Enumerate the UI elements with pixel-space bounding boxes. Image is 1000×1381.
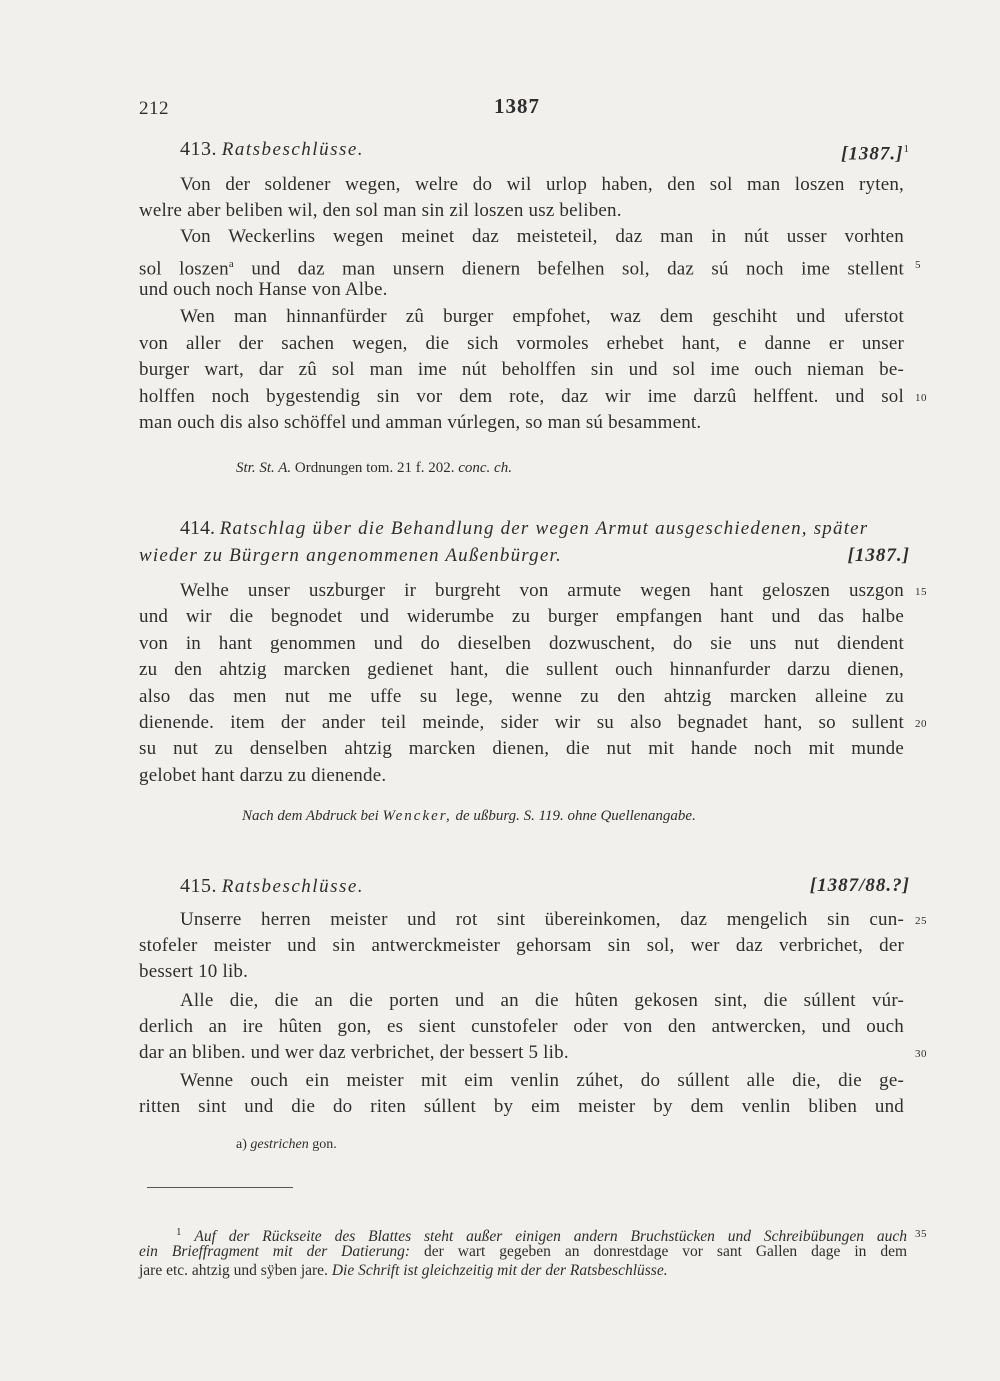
- text-line: Wen man hinnanfürder zû burger empfohet, waz dem geschiht und uferstot: [180, 306, 904, 327]
- entry-415-heading: [180, 873, 910, 900]
- margin-line-number: 25: [915, 915, 927, 927]
- text-line: und wir die begnodet und widerumbe zu burger empfangen hant und das halbe: [139, 606, 904, 627]
- entry-title-line-1: Ratschlag über die Behandlung der wegen Armut ausgeschiedenen, später: [219, 518, 869, 539]
- margin-line-number: 5: [915, 259, 921, 271]
- text-line: also das men nut me uffe su lege, wenne zu den ahtzig marcken alleine zu: [139, 686, 904, 707]
- text-line: derlich an ire hûten gon, es sient cunstofeler oder von den antwercken, und ouch: [139, 1016, 904, 1037]
- entry-number: 414.: [180, 517, 215, 539]
- margin-line-number: 30: [915, 1048, 927, 1060]
- text-line: und ouch noch Hanse von Albe.: [139, 279, 388, 300]
- text-line: von in hant genommen und do dieselben dozwuschent, do sie uns nut diendent: [139, 633, 904, 654]
- text-line: Unserre herren meister und rot sint übereinkomen, daz mengelich sin cun-: [180, 909, 904, 930]
- margin-line-number: 15: [915, 586, 927, 598]
- page-number: 212: [139, 98, 169, 119]
- text-line: Alle die, die an die porten und an die hûten gekosen sint, die súllent vúr-: [180, 990, 904, 1011]
- entry-date: [1387/88.?]: [809, 875, 910, 896]
- text-line: gelobet hant darzu zu dienende.: [139, 765, 387, 786]
- text-line: dienende. item der ander teil meinde, sider wir su also begnadet hant, so sullent: [139, 712, 904, 733]
- text-line: Wenne ouch ein meister mit eim venlin zúhet, do súllent alle die, die ge-: [180, 1070, 904, 1091]
- text-line: von aller der sachen wegen, die sich vormoles erhebet hant, e danne er unser: [139, 333, 904, 354]
- text-line: holffen noch bygestendig sin vor dem rote, daz wir ime darzû helffent. und sol: [139, 386, 904, 407]
- text-line: stofeler meister und sin antwerckmeister gehorsam sin sol, wer daz verbrichet, der: [139, 935, 904, 956]
- text-line: welre aber beliben wil, den sol man sin zil loszen usz beliben.: [139, 200, 622, 221]
- text-line: burger wart, dar zû sol man ime nút beholffen sin und sol ime ouch nieman be-: [139, 359, 904, 380]
- text-line: Von der soldener wegen, welre do wil urlop haben, den sol man loszen ryten,: [180, 174, 904, 195]
- source-note: Nach dem Abdruck bei Wencker, de ußburg. S. 119. ohne Quellenangabe.: [242, 808, 696, 824]
- text-line: man ouch dis also schöffel und amman vúrlegen, so man sú besamment.: [139, 412, 702, 433]
- entry-title: Ratsbeschlüsse.: [221, 139, 365, 160]
- text-line: su nut zu denselben ahtzig marcken dienen, die nut mit hande noch mit munde: [139, 738, 904, 759]
- entry-414-heading: [139, 515, 910, 569]
- margin-line-number: 35: [915, 1228, 927, 1240]
- entry-date: $[1387.]^1$: [841, 143, 910, 165]
- text-line: sol loszen$^a$ und daz man unsern dienern befelhen sol, daz sú noch ime stellent: [139, 258, 905, 280]
- footnote-separator: [147, 1187, 293, 1188]
- note-marker: a: [228, 258, 234, 270]
- text-line: Von Weckerlins wegen meinet daz meisteteil, daz man in nút usser vorhten: [180, 226, 904, 247]
- entry-number: 413.: [180, 138, 217, 160]
- entry-title: Ratsbeschlüsse.: [221, 876, 365, 897]
- entry-number: 415.: [180, 875, 217, 897]
- text-line: dar an bliben. und wer daz verbrichet, der bessert 5 lib.: [139, 1042, 569, 1063]
- footnote-marker: 1: [903, 143, 910, 155]
- running-head-year: 1387: [494, 94, 540, 118]
- text-line: ritten sint und die do riten súllent by eim meister by dem venlin bliben und: [139, 1096, 904, 1117]
- footnote-1-line-3: jare etc. ahtzig und sÿben jare. Die Schrift ist gleichzeitig mit der der Ratsbeschlüsse.: [139, 1262, 668, 1279]
- entry-date: [1387.]: [847, 545, 910, 566]
- footnote-1-line-1: $^1$ Auf der Rückseite des Blattes steht außer einigen andern Bruchstücken und Schreibübungen auch: [176, 1226, 907, 1246]
- entry-413-heading: [180, 136, 910, 163]
- text-line: bessert 10 lib.: [139, 961, 249, 982]
- entry-title-line-2: wieder zu Bürgern angenommenen Außenbürger.: [139, 545, 562, 566]
- footnote-1-line-2: ein Brieffragment mit der Datierung: der wart gegeben an donrestdage vor sant Gallen dage in dem: [139, 1243, 908, 1260]
- text-line: zu den ahtzig marcken gedienet hant, die sullent ouch hinnanfurder darzu dienen,: [139, 659, 904, 680]
- source-note: Str. St. A. Ordnungen tom. 21 f. 202. conc. ch.: [236, 460, 512, 476]
- footnote-a: a) gestrichen gon.: [236, 1137, 337, 1152]
- margin-line-number: 10: [915, 392, 927, 404]
- margin-line-number: 20: [915, 718, 927, 730]
- text-line: Welhe unser uszburger ir burgreht von armute wegen hant geloszen uszgon: [180, 580, 904, 601]
